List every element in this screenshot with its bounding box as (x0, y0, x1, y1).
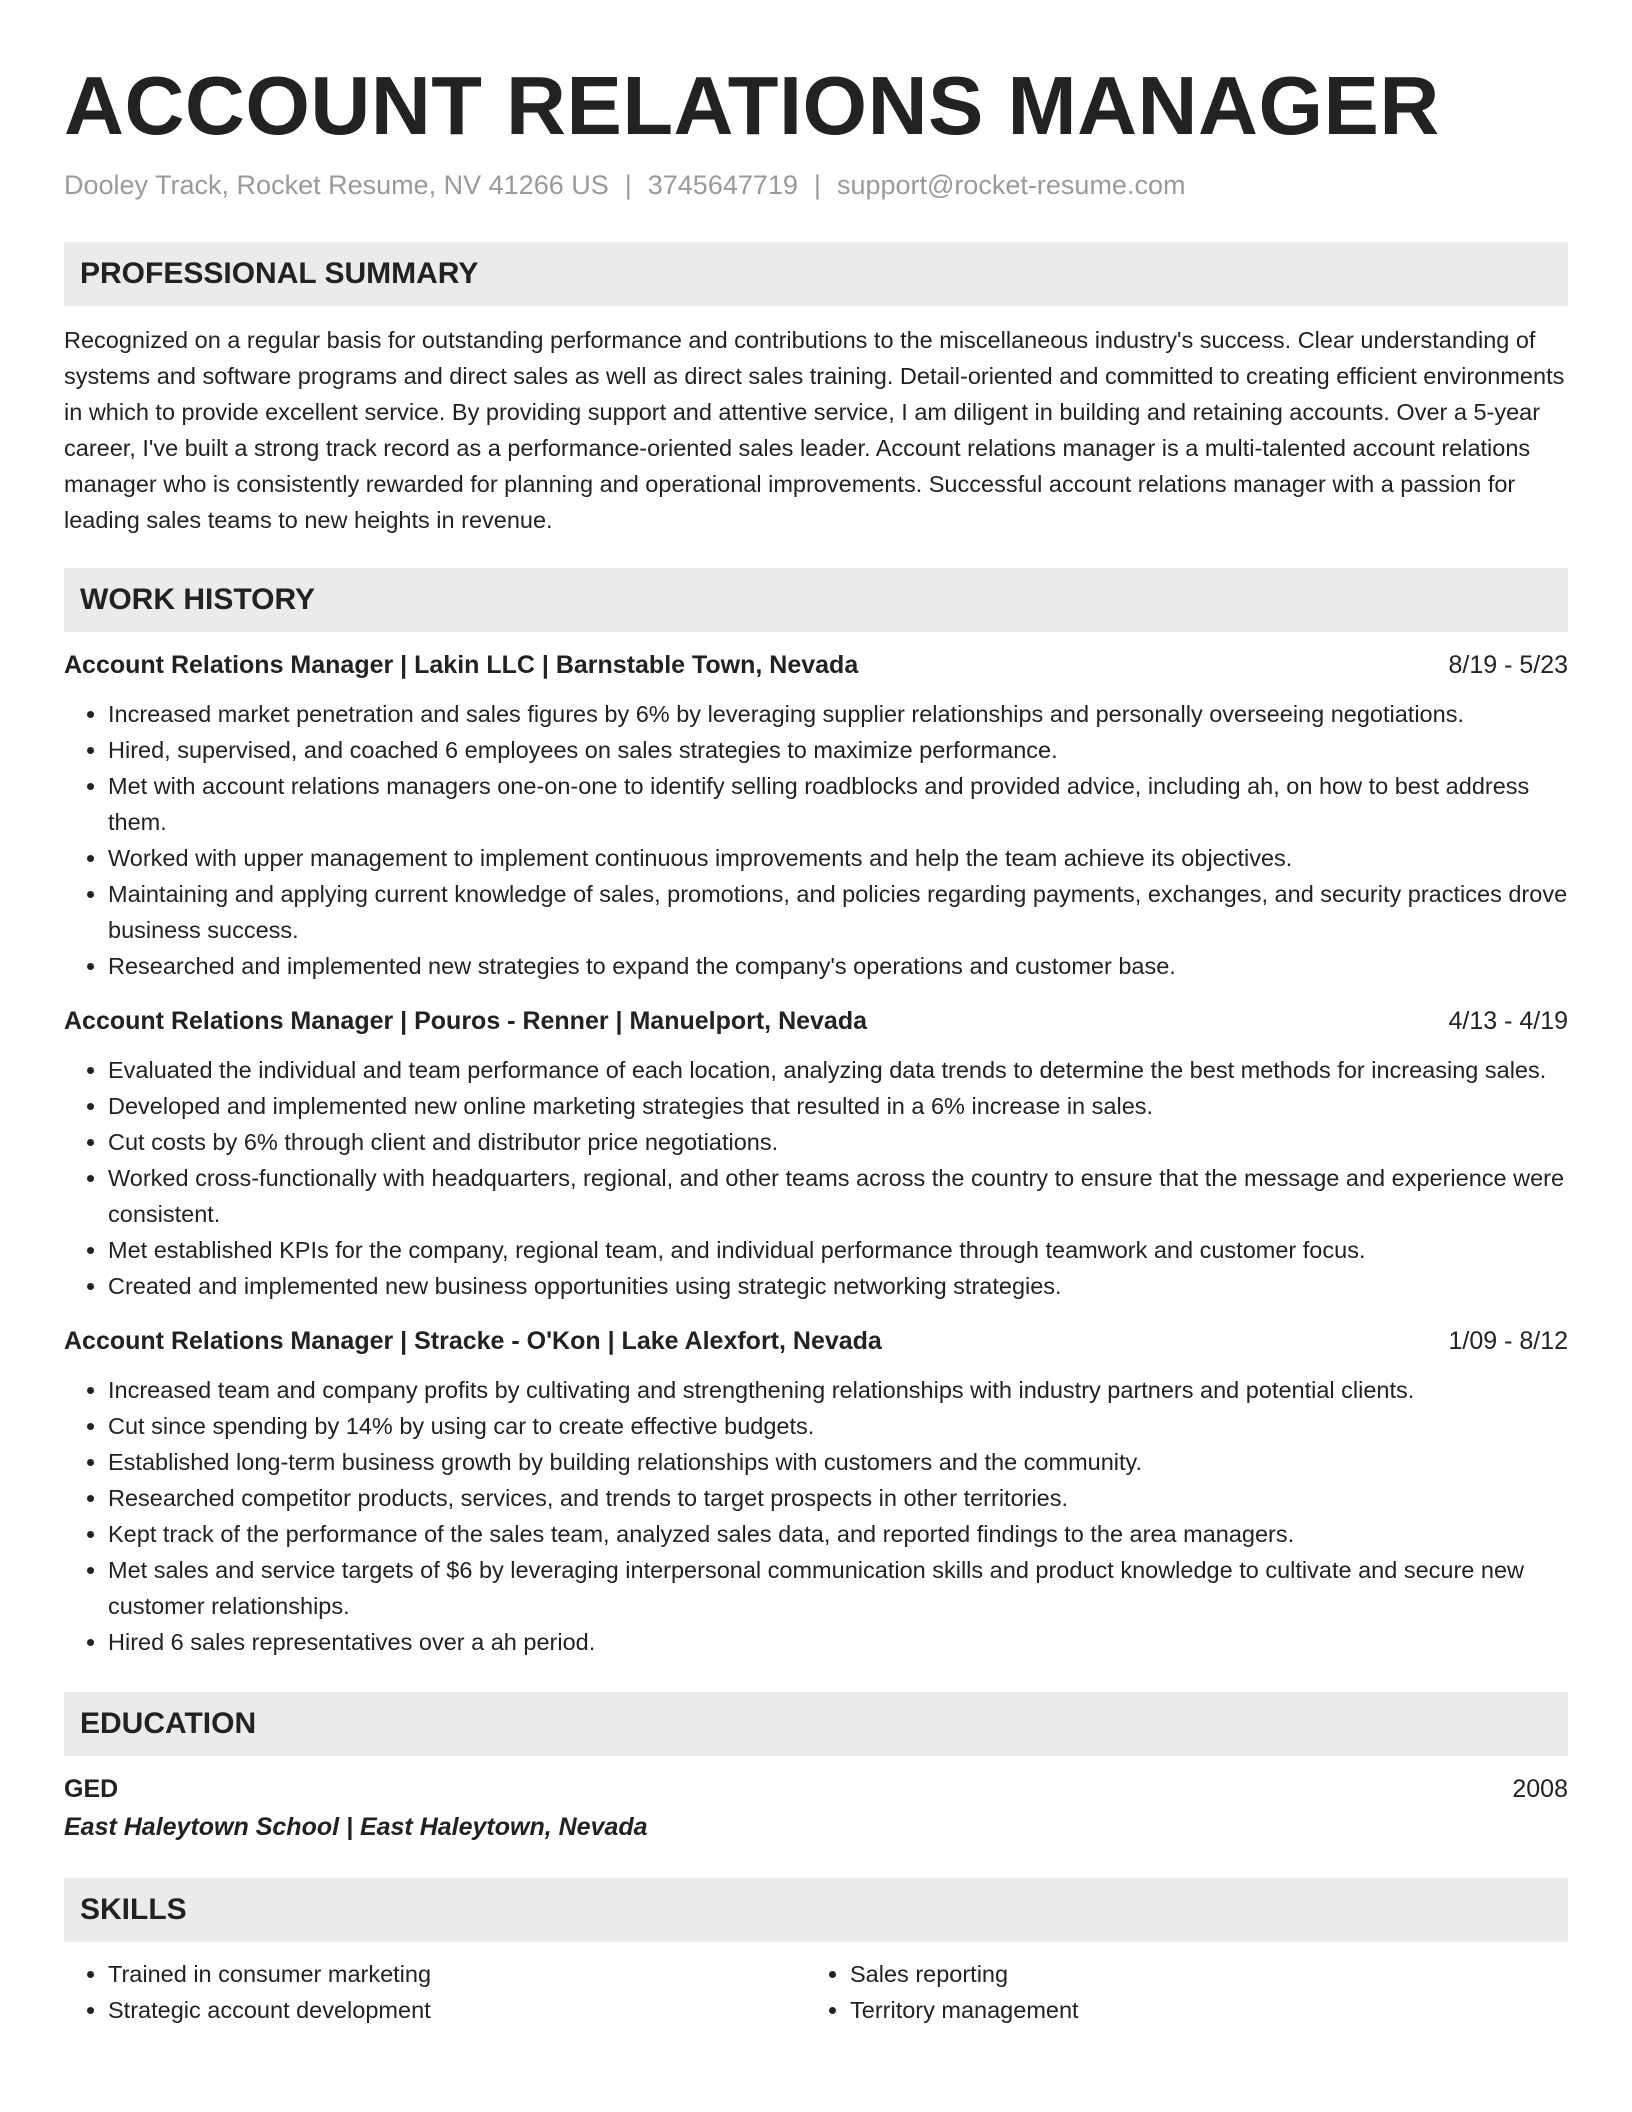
job-bullet: • Increased team and company profits by cultivating and strengthening relationships with industry partners and potential clients. (108, 1372, 1568, 1408)
skills-list (64, 1956, 1568, 2028)
job-bullet: • Researched competitor products, services, and trends to target prospects in other territories. (108, 1480, 1568, 1516)
job-title: Account Relations Manager | Pouros - Renner | Manuelport, Nevada (64, 1007, 868, 1035)
job-bullet: • Met sales and service targets of $6 by leveraging interpersonal communication skills and product knowledge to cultivate and secure new customer relationships. (108, 1552, 1568, 1624)
education-entry (64, 1772, 1568, 1844)
work-history-section-header (64, 568, 1568, 632)
work-history-heading: WORK HISTORY (80, 583, 316, 616)
summary-section-header (64, 242, 1568, 306)
job-entry (64, 1324, 1568, 1660)
education-heading: EDUCATION (80, 1707, 257, 1740)
job-dates: 4/13 - 4/19 (1448, 1007, 1568, 1035)
job-bullet: • Hired 6 sales representatives over a ah period. (108, 1624, 1568, 1660)
job-bullet: • Cut costs by 6% through client and distributor price negotiations. (108, 1124, 1568, 1160)
job-bullets (64, 1372, 1568, 1660)
job-bullet: • Met established KPIs for the company, regional team, and individual performance through teamwork and customer focus. (108, 1232, 1568, 1268)
job-bullet: • Worked with upper management to implement continuous improvements and help the team achieve its objectives. (108, 840, 1568, 876)
skills-column-right (806, 1956, 1548, 2028)
job-header (64, 1004, 1568, 1038)
job-entry (64, 648, 1568, 984)
job-bullet: • Hired, supervised, and coached 6 employees on sales strategies to maximize performance. (108, 732, 1568, 768)
job-header (64, 1324, 1568, 1358)
contact-separator: | (813, 170, 821, 200)
skill-item: • Strategic account development (108, 1992, 806, 2028)
job-bullet: • Researched and implemented new strategies to expand the company's operations and customer base. (108, 948, 1568, 984)
education-section-header (64, 1692, 1568, 1756)
education-degree: GED (64, 1775, 119, 1803)
contact-separator: | (624, 170, 632, 200)
job-header (64, 648, 1568, 682)
skill-item: • Trained in consumer marketing (108, 1956, 806, 1992)
job-bullets (64, 696, 1568, 984)
education-school: East Haleytown School | East Haleytown, Nevada (64, 1813, 648, 1841)
skills-heading: SKILLS (80, 1893, 187, 1926)
job-bullet: • Kept track of the performance of the sales team, analyzed sales data, and reported findings to the area managers. (108, 1516, 1568, 1552)
job-entry (64, 1004, 1568, 1304)
summary-text: Recognized on a regular basis for outstanding performance and contributions to the miscellaneous industry's success. Clear understanding of systems and software programs and direct sales as well as direct sales training. Detail-oriented and committed to creating efficient environments in which to provide excellent service. By providing support and attentive service, I am diligent in building and retaining accounts. Over a 5-year career, I've built a strong track record as a performance-oriented sales leader. Account relations manager is a multi-talented account relations manager who is consistently rewarded for planning and operational improvements. Successful account relations manager with a passion for leading sales teams to new heights in revenue. (64, 327, 1565, 533)
job-bullets (64, 1052, 1568, 1304)
contact-address: Dooley Track, Rocket Resume, NV 41266 US (64, 170, 609, 200)
candidate-name: ACCOUNT RELATIONS MANAGER (64, 59, 1440, 152)
job-bullet: • Developed and implemented new online marketing strategies that resulted in a 6% increase in sales. (108, 1088, 1568, 1124)
contact-email: support@rocket-resume.com (836, 170, 1186, 200)
education-year: 2008 (1512, 1775, 1568, 1803)
contact-line (64, 168, 1568, 202)
job-dates: 1/09 - 8/12 (1448, 1327, 1568, 1355)
job-bullet: • Created and implemented new business opportunities using strategic networking strategies. (108, 1268, 1568, 1304)
skills-section-header (64, 1878, 1568, 1942)
job-bullet: • Cut since spending by 14% by using car to create effective budgets. (108, 1408, 1568, 1444)
job-bullet: • Worked cross-functionally with headquarters, regional, and other teams across the country to ensure that the message and experience were consistent. (108, 1160, 1568, 1232)
skills-column-left (64, 1956, 806, 2028)
skill-item: • Sales reporting (850, 1956, 1548, 1992)
resume-page (64, 0, 1568, 2028)
job-bullet: • Met with account relations managers one-on-one to identify selling roadblocks and provided advice, including ah, on how to best address them. (108, 768, 1568, 840)
job-bullet: • Established long-term business growth by building relationships with customers and the community. (108, 1444, 1568, 1480)
job-bullet: • Increased market penetration and sales figures by 6% by leveraging supplier relationships and personally overseeing negotiations. (108, 696, 1568, 732)
job-title: Account Relations Manager | Lakin LLC | Barnstable Town, Nevada (64, 651, 859, 679)
job-title: Account Relations Manager | Stracke - O'Kon | Lake Alexfort, Nevada (64, 1327, 882, 1355)
skill-item: • Territory management (850, 1992, 1548, 2028)
job-dates: 8/19 - 5/23 (1448, 651, 1568, 679)
contact-phone: 3745647719 (647, 170, 798, 200)
education-row (64, 1772, 1568, 1806)
job-bullet: • Maintaining and applying current knowledge of sales, promotions, and policies regarding payments, exchanges, and security practices drove business success. (108, 876, 1568, 948)
summary-heading: PROFESSIONAL SUMMARY (80, 257, 479, 290)
job-bullet: • Evaluated the individual and team performance of each location, analyzing data trends to determine the best methods for increasing sales. (108, 1052, 1568, 1088)
